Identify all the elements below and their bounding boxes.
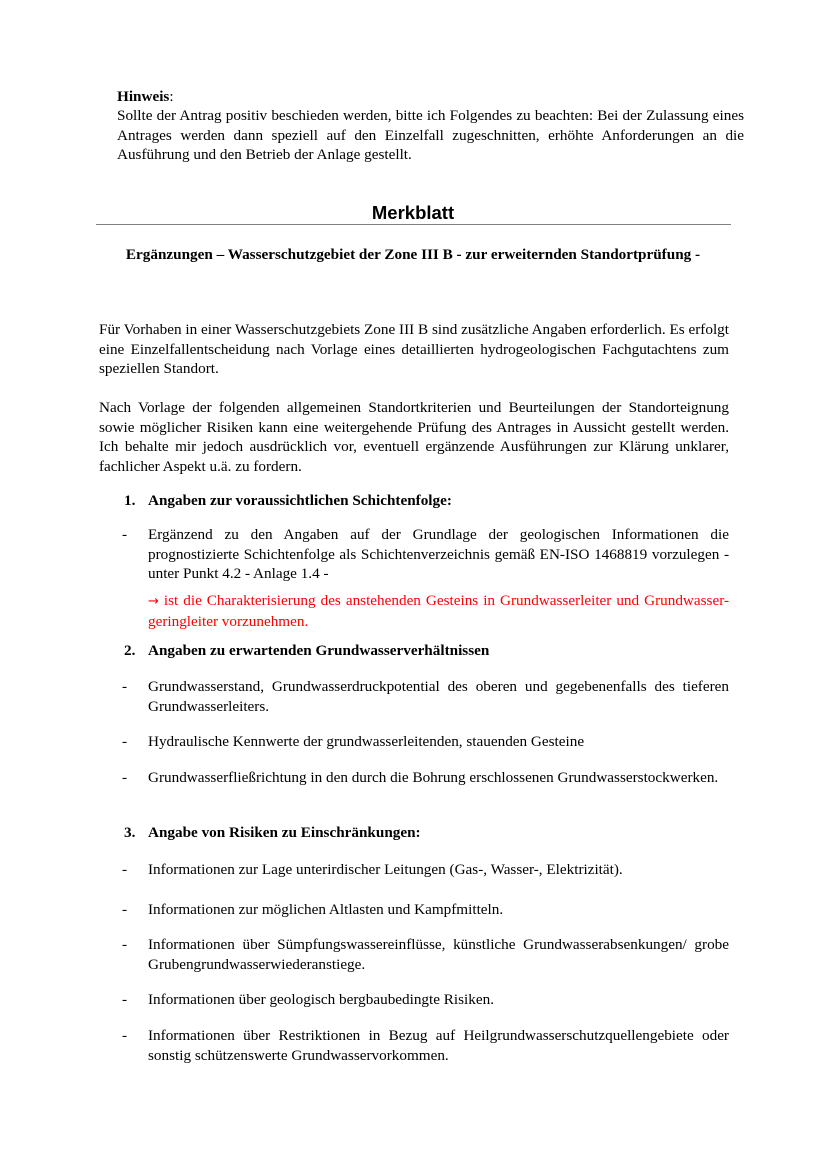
bullet-dash: -	[122, 901, 128, 918]
list-item	[122, 768, 729, 788]
intro-paragraph-2: Nach Vorlage der folgenden allgemeinen Standortkriterien und Beurteilungen der Standorteignung sowie möglicher Risiken kann eine weitergehende Prüfung des Antrages in Aussicht gestellt werden. Ich behalte mir jedoch ausdrücklich vor, eventuell ergänzende Ausführungen zur Klärung unklarer, fachlicher Aspekt u.ä. zu fordern.	[99, 399, 729, 475]
list-item	[122, 990, 729, 1010]
section-title: Angaben zur voraussichtlichen Schichtenfolge:	[148, 492, 452, 509]
title-divider	[96, 224, 731, 225]
list-item-text: Hydraulische Kennwerte der grundwasserleitenden, stauenden Gesteine	[148, 733, 585, 750]
bullet-dash: -	[122, 991, 128, 1008]
highlight-note	[148, 591, 729, 631]
bullet-dash: -	[122, 861, 128, 878]
hinweis-label: Hinweis	[117, 88, 170, 105]
list-item	[122, 935, 729, 974]
merkblatt-subtitle: Ergänzungen – Wasserschutzgebiet der Zone III B - zur erweiternden Standortprüfung -	[125, 246, 701, 263]
bullet-dash: -	[122, 936, 128, 953]
list-item-text: Informationen zur Lage unterirdischer Leitungen (Gas-, Wasser-, Elektrizität).	[148, 861, 623, 878]
list-item-text: Ergänzend zu den Angaben auf der Grundlage der geologischen Informationen die prognostizierte Schichtenfolge als Schichtenverzeichnis gemäß EN-ISO 1468819 vorzulegen - unter Punkt 4.2 - Anlage 1.4 -	[148, 526, 729, 582]
list-item-text: Grundwasserstand, Grundwasserdruckpotential des oberen und gegebenenfalls des tieferen Grundwasserleiters.	[148, 678, 729, 715]
list-item	[122, 900, 729, 920]
list-item-text: Grundwasserfließrichtung in den durch die Bohrung erschlossenen Grundwasserstockwerken.	[148, 769, 719, 786]
bullet-dash: -	[122, 678, 128, 695]
section-number: 1.	[124, 492, 136, 509]
section-title: Angabe von Risiken zu Einschränkungen:	[148, 824, 421, 841]
list-item-text: Informationen über Sümpfungswassereinflüsse, künstliche Grundwasserabsenkungen/ grobe Grubengrundwasserwiederanstiege.	[148, 936, 729, 973]
bullet-dash: -	[122, 526, 128, 543]
section-title: Angaben zu erwartenden Grundwasserverhältnissen	[148, 642, 490, 659]
hinweis-text: Sollte der Antrag positiv beschieden werden, bitte ich Folgendes zu beachten: Bei der Zulassung eines Antrages werden dann speziell auf den Einzelfall zugeschnitten, erhöhte Anforderungen an die Ausführung und den Betrieb der Anlage gestellt.	[117, 107, 744, 163]
list-item-text: Informationen über geologisch bergbaubedingte Risiken.	[148, 991, 494, 1008]
list-item	[122, 732, 729, 752]
list-item	[122, 1026, 729, 1065]
list-item-text: Informationen über Restriktionen in Bezug auf Heilgrundwasserschutzquellengebiete oder sonstig schützenswerte Grundwasservorkommen.	[148, 1027, 729, 1064]
bullet-dash: -	[122, 1027, 128, 1044]
arrow-right-icon: →	[148, 594, 159, 609]
bullet-dash: -	[122, 733, 128, 750]
merkblatt-title: Merkblatt	[371, 202, 455, 223]
highlight-note-text: ist die Charakterisierung des anstehenden Gesteins in Grundwasserleiter und Grundwasser-geringleiter vorzunehmen.	[148, 592, 729, 630]
section-number: 3.	[124, 824, 136, 841]
section-number: 2.	[124, 642, 136, 659]
list-item	[122, 525, 729, 584]
list-item	[122, 677, 729, 716]
list-item	[122, 860, 729, 880]
hinweis-colon: :	[169, 88, 174, 105]
intro-paragraph-1: Für Vorhaben in einer Wasserschutzgebiets Zone III B sind zusätzliche Angaben erforderlich. Es erfolgt eine Einzelfallentscheidung nach Vorlage eines detaillierten hydrogeologischen Fachgutachtens zum speziellen Standort.	[99, 321, 729, 377]
list-item-text: Informationen zur möglichen Altlasten und Kampfmitteln.	[148, 901, 504, 918]
bullet-dash: -	[122, 769, 128, 786]
hinweis-heading	[117, 87, 174, 107]
